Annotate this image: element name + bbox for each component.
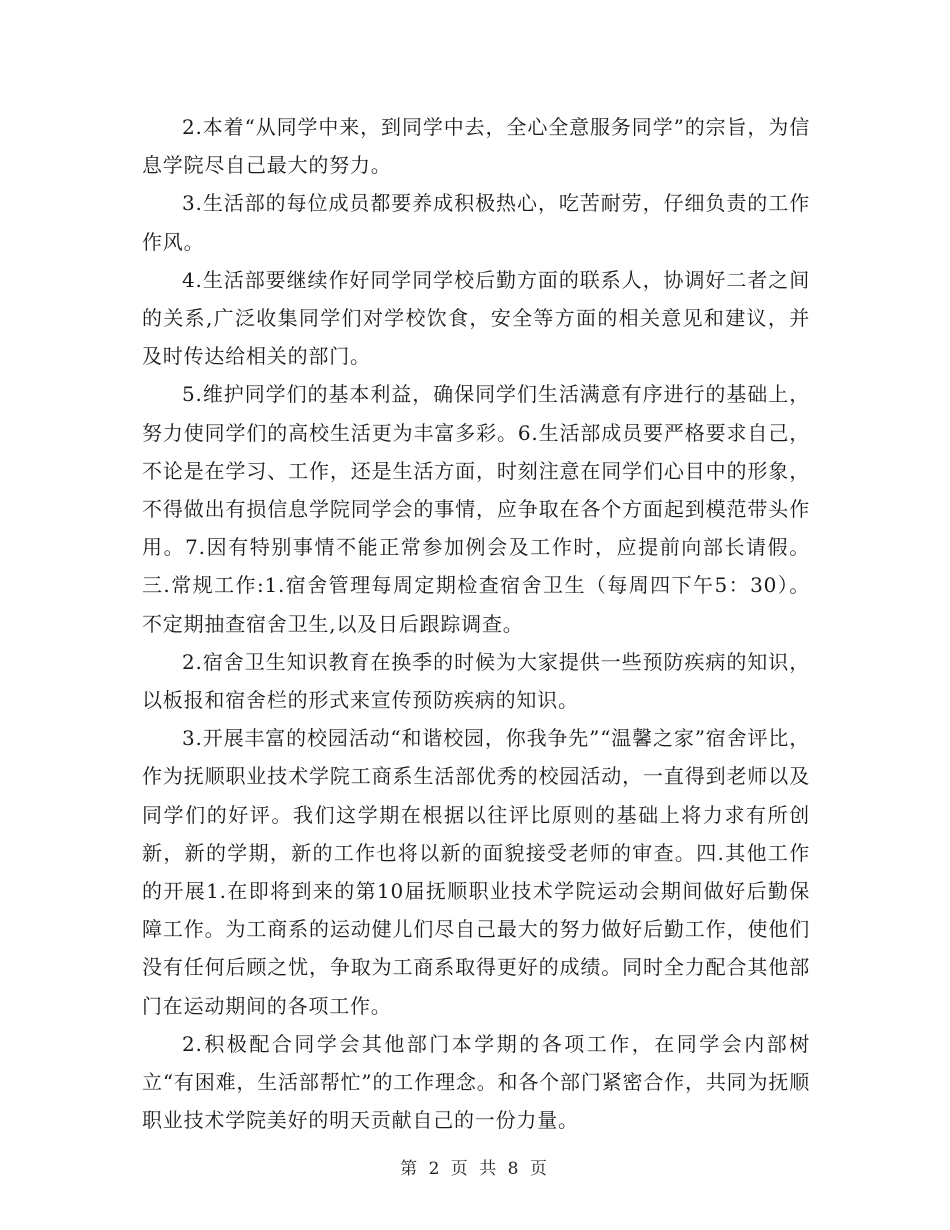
paragraph-5-interests-routine: 5.维护同学们的基本利益，确保同学们生活满意有序进行的基础上，努力使同学们的高校生活更为丰富多彩。6.生活部成员要严格要求自己，不论是在学习、工作，还是生活方面，时刻注意在同学们心目中的形象，不得做出有损信息学院同学会的事情，应争取在各个方面起到模范带头作用。7.因有特别事情不能正常参加例会及工作时，应提前向部长请假。三.常规工作:1.宿舍管理每周定期检查宿舍卫生（每周四下午5：30）。不定期抽查宿舍卫生,以及日后跟踪调查。 xyxy=(142,382,810,636)
paragraph-4-liaison: 4.生活部要继续作好同学同学校后勤方面的联系人，协调好二者之间的关系,广泛收集同学们对学校饮食，安全等方面的相关意见和建议，并及时传达给相关的部门。 xyxy=(142,267,810,369)
paragraph-campus-activities: 3.开展丰富的校园活动“和谐校园，你我争先”“温馨之家”宿舍评比，作为抚顺职业技术学院工商系生活部优秀的校园活动，一直得到老师以及同学们的好评。我们这学期在根据以往评比原则的基础上将力求有所创新，新的学期，新的工作也将以新的面貌接受老师的审查。四.其他工作的开展1.在即将到来的第10届抚顺职业技术学院运动会期间做好后勤保障工作。为工商系的运动健儿们尽自己最大的努力做好后勤工作，使他们没有任何后顾之忧，争取为工商系取得更好的成绩。同时全力配合其他部门在运动期间的各项工作。 xyxy=(142,726,810,1018)
paragraph-3-work-style: 3.生活部的每位成员都要养成积极热心，吃苦耐劳，仔细负责的工作作风。 xyxy=(142,191,810,254)
paragraph-2-purpose: 2.本着“从同学中来，到同学中去，全心全意服务同学”的宗旨，为信息学院尽自己最大的努力。 xyxy=(142,115,810,178)
document-body xyxy=(142,108,810,1139)
paragraph-cooperation: 2.积极配合同学会其他部门本学期的各项工作，在同学会内部树立“有困难，生活部帮忙”的工作理念。和各个部门紧密合作，共同为抚顺职业技术学院美好的明天贡献自己的一份力量。 xyxy=(142,1031,810,1133)
paragraph-hygiene-education: 2.宿舍卫生知识教育在换季的时候为大家提供一些预防疾病的知识，以板报和宿舍栏的形式来宣传预防疾病的知识。 xyxy=(142,649,810,713)
page-number-footer: 第 2 页 共 8 页 xyxy=(400,1159,550,1179)
